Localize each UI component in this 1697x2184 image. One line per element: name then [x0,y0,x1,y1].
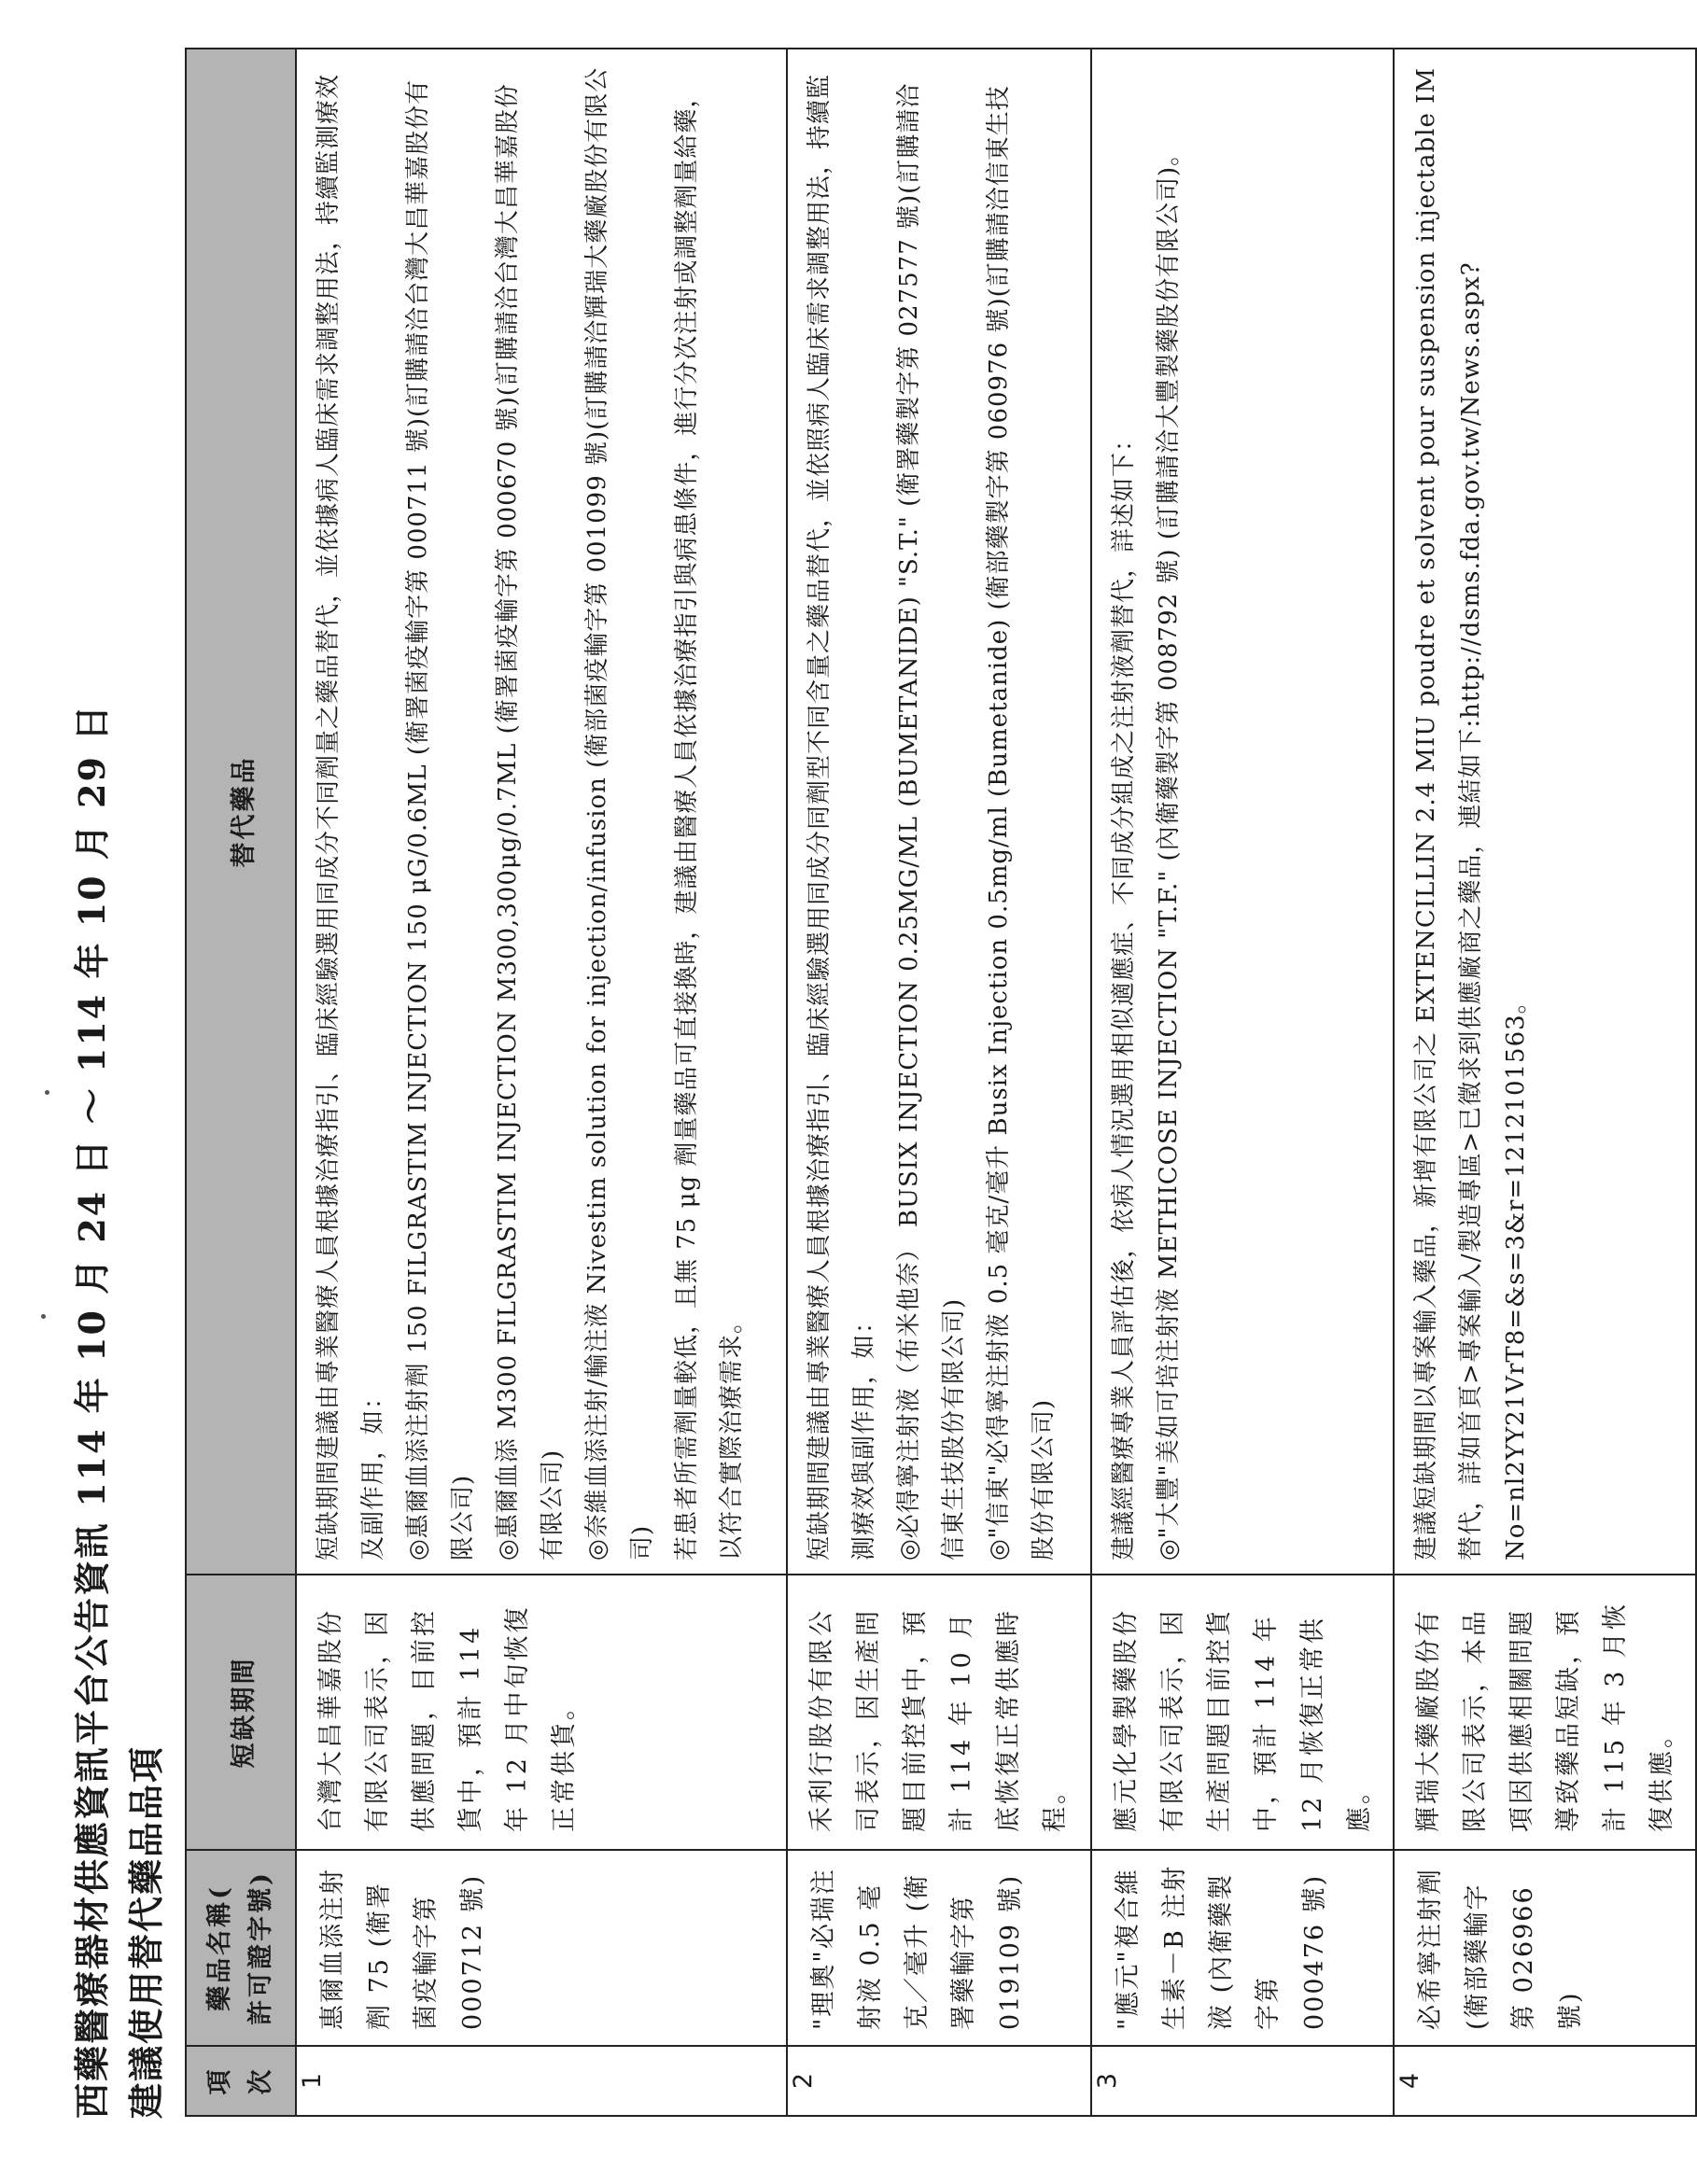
alternative-text: 短缺期間建議由專業醫療人員根據治療指引、臨床經驗選用同成分不同劑量之藥品替代，並依據病人臨床需求調整用法，持續監測療效及副作用，如： [315,73,387,1561]
drug-name: 惠爾血添注射劑 75 (衛署菌疫輸字第 000712 號) [296,1850,787,2046]
alternative-text: ◎"信東"必得寧注射液 0.5 毫克/毫升 Busix Injection 0.5mg/ml (Bumetanide) (衛部藥製字第 060976 號)(訂購請洽信東生技股份有限公司) [985,85,1058,1561]
alternative-text: 短缺期間建議由專業醫療人員根據治療指引、臨床經驗選用同成分同劑型不同含量之藥品替代，並依照病人臨床需求調整用法，持續監測療效與副作用，如： [806,73,878,1561]
drug-name: "理奧"必瑞注射液 0.5 毫克／毫升 (衛署藥輸字第 019109 號) [787,1850,1091,2046]
header-drug-name: 藥品名稱( 許可證字號) [186,1850,296,2046]
row-index: 3 [1091,2046,1394,2116]
alternative-text: ◎必得寧注射液（布米他奈） BUSIX INJECTION 0.25MG/ML (BUMETANIDE) "S.T." (衛署藥製字第 027577 號)(訂購請洽信東生技股份有限公司) [895,82,968,1561]
shortage-period: 應元化學製藥股份有限公司表示，因生產問題目前控貨中，預計 114 年 12 月恢復正常供應。 [1091,1575,1394,1850]
header-index: 項 次 [186,2046,296,2116]
alternatives-cell [787,49,1091,1575]
header-shortage-period: 短缺期間 [186,1575,296,1850]
row-index: 1 [296,2046,787,2116]
header-alternatives: 替代藥品 [186,49,296,1575]
shortage-period: 台灣大昌華嘉股份有限公司表示，因供應問題，目前控貨中，預計 114 年 12 月中旬恢復正常供貨。 [296,1575,787,1850]
table-header-row [186,49,296,2116]
alternative-text: ◎"大豐"美如可培注射液 METHICOSE INJECTION "T.F." (內衛藥製字第 008792 號) (訂購請洽大豐製藥股份有限公司)。 [1155,140,1183,1561]
scan-speck [41,1314,46,1319]
alternatives-cell [296,49,787,1575]
shortage-period: 輝瑞大藥廠股份有限公司表示，本品項因供應相關問題導致藥品短缺，預計 115 年 3 月恢復供應。 [1394,1575,1696,1850]
alternatives-cell [1091,49,1394,1575]
table-row [1394,49,1696,2116]
shortage-table [185,48,1697,2117]
table-row [787,49,1091,2116]
scan-speck [45,1090,49,1095]
drug-name: "應元"複合維生素－B 注射液 (內衛藥製字第 000476 號) [1091,1850,1394,2046]
document-title: 西藥醫療器材供應資訊平台公告資訊 114 年 10 月 24 日 ～ 114 年 10 月 29 日 [71,703,113,2119]
table-row [296,49,787,2116]
document-subtitle: 建議使用替代藥品品項 [125,1744,167,2119]
row-index: 4 [1394,2046,1696,2116]
alternative-text: ◎奈維血添注射/輸注液 Nivestim solution for injection/infusion (衛部菌疫輸字第 001099 號)(訂購請洽輝瑞大藥廠股份有限公司) [583,66,656,1561]
row-index: 2 [787,2046,1091,2116]
shortage-period: 禾利行股份有限公司表示，因生產問題目前控貨中，預計 114 年 10 月底恢復正常供應時程。 [787,1575,1091,1850]
alternative-text: ◎惠爾血添 M300 FILGRASTIM INJECTION M300,300μg/0.7ML (衛署菌疫輸字第 000670 號)(訂購請洽台灣大昌華嘉股份有限公司) [494,83,567,1561]
table-row [1091,49,1394,2116]
alternative-text: ◎惠爾血添注射劑 150 FILGRASTIM INJECTION 150 μG/0.6ML (衛署菌疫輸字第 000711 號)(訂購請洽台灣大昌華嘉股份有限公司) [404,78,477,1561]
alternatives-cell [1394,49,1696,1575]
alternative-text: 建議短缺期間以專案輸入藥品，新增有限公司之 EXTENCILLIN 2.4 MIU poudre et solvent pour suspension injectable IM 替代，詳如首頁>專案輸入/製造專區>已徵求到供應廠商之藥品，連結如下:http://dsms.fda.gov.tw/News.aspx?No=nl2YY21VrT8=&s=3&r=1212101563。 [1412,67,1530,1561]
drug-name: 必希寧注射劑 (衛部藥輸字第 026966 號) [1394,1850,1696,2046]
alternative-text: 若患者所需劑量較低，且無 75 μg 劑量藥品可直接換時，建議由醫療人員依據治療指引與病患條件，進行分次注射或調整劑量給藥，以符合實際治療需求。 [673,82,746,1561]
alternative-text: 建議經醫療專業人員評估後，依病人情況選用相似適應症、不同成分組成之注射液劑替代，詳述如下： [1110,426,1138,1561]
